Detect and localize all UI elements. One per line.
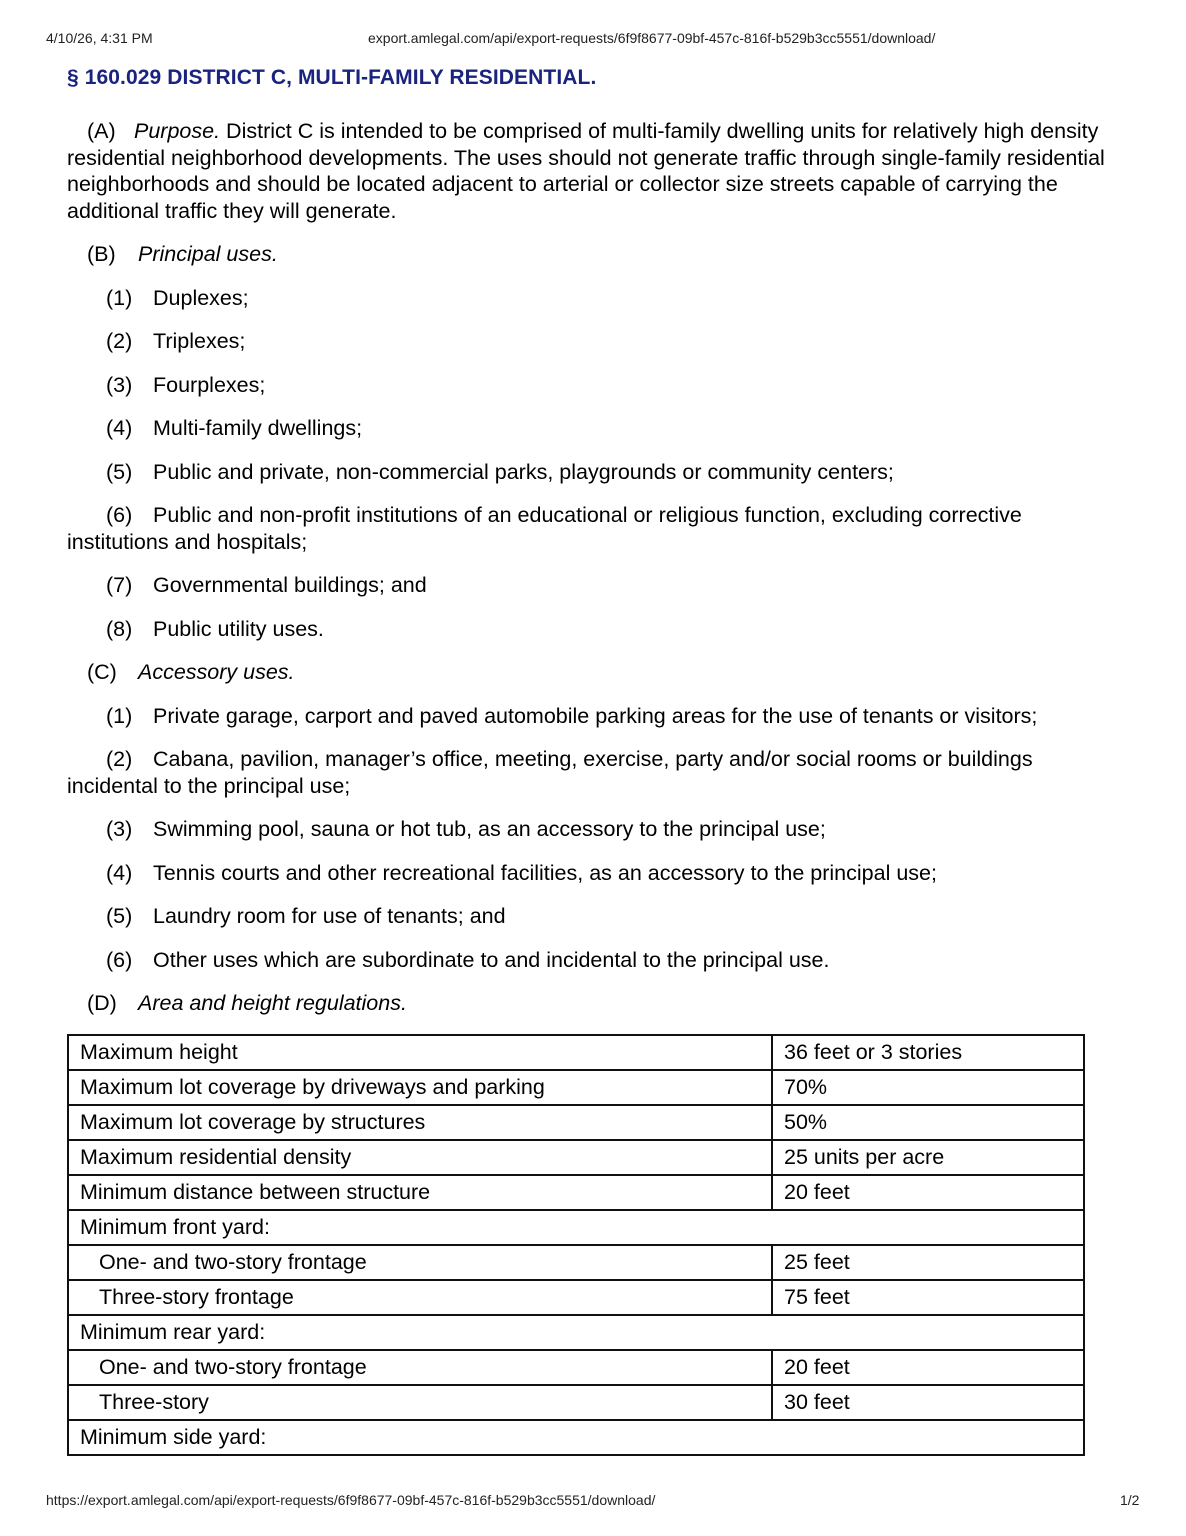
item-label: (4) (106, 860, 133, 885)
item-text: Multi-family dwellings; (153, 416, 363, 440)
item-label: (3) (106, 817, 133, 841)
table-cell-key: Maximum residential density (68, 1140, 772, 1175)
section-d-label: (D) (87, 991, 117, 1015)
table-row (68, 1245, 1084, 1280)
table-group-heading: Minimum side yard: (68, 1420, 1084, 1455)
item-text: Public and private, non-commercial parks, playgrounds or community centers; (153, 459, 894, 484)
table-cell-value: 75 feet (772, 1280, 1084, 1315)
table-cell-value: 50% (772, 1105, 1084, 1140)
table-cell-key: Maximum height (68, 1035, 772, 1070)
section-c-heading-line (67, 659, 1127, 686)
section-title: § 160.029 DISTRICT C, MULTI-FAMILY RESIDENTIAL. (67, 66, 597, 89)
page-number: 1/2 (1120, 1492, 1140, 1508)
section-c-heading: Accessory uses. (138, 660, 295, 684)
table-row (68, 1035, 1084, 1070)
principal-use-item (67, 502, 1127, 555)
item-label: (5) (106, 904, 133, 928)
table-row (68, 1350, 1084, 1385)
accessory-use-item (67, 816, 1127, 843)
item-label: (5) (106, 459, 133, 484)
principal-use-item (67, 616, 1127, 643)
item-text: Governmental buildings; and (153, 573, 427, 597)
table-cell-key: One- and two-story frontage (68, 1245, 772, 1280)
item-label: (3) (106, 372, 133, 397)
table-row (68, 1140, 1084, 1175)
principal-use-item (67, 572, 1127, 599)
accessory-use-item (67, 746, 1127, 799)
document-body (67, 66, 1127, 1456)
table-row (68, 1175, 1084, 1210)
table-group-heading: Minimum rear yard: (68, 1315, 1084, 1350)
table-row (68, 1385, 1084, 1420)
accessory-use-item (67, 703, 1127, 730)
accessory-use-item (67, 860, 1127, 887)
principal-use-item (67, 328, 1127, 355)
print-datetime: 4/10/26, 4:31 PM (46, 30, 153, 46)
table-row (68, 1105, 1084, 1140)
item-label: (8) (106, 616, 133, 641)
item-label: (4) (106, 416, 133, 440)
table-cell-key: Three-story (68, 1385, 772, 1420)
table-group-row (68, 1420, 1084, 1455)
item-label: (6) (106, 503, 133, 527)
principal-use-item (67, 285, 1127, 312)
item-label: (6) (106, 947, 133, 972)
section-b-heading-line (67, 241, 1127, 268)
section-a-heading: Purpose. (134, 119, 221, 143)
table-cell-value: 70% (772, 1070, 1084, 1105)
table-row (68, 1070, 1084, 1105)
table-row (68, 1280, 1084, 1315)
print-footer-url: https://export.amlegal.com/api/export-requests/6f9f8677-09bf-457c-816f-b529b3cc5551/download/ (46, 1492, 656, 1508)
principal-use-item (67, 372, 1127, 399)
item-label: (2) (106, 329, 133, 353)
item-text: Public utility uses. (153, 616, 324, 641)
item-label: (1) (106, 285, 133, 310)
print-footer (0, 1492, 1186, 1510)
accessory-use-item (67, 903, 1127, 930)
item-text: Fourplexes; (153, 372, 266, 397)
item-text: Triplexes; (153, 329, 246, 353)
table-cell-key: Maximum lot coverage by structures (68, 1105, 772, 1140)
item-text: Tennis courts and other recreational facilities, as an accessory to the principal use; (153, 860, 937, 885)
principal-use-item (67, 415, 1127, 442)
accessory-use-item (67, 947, 1127, 974)
print-header (0, 30, 1186, 48)
item-label: (1) (106, 703, 133, 728)
table-cell-value: 25 units per acre (772, 1140, 1084, 1175)
section-b-heading: Principal uses. (138, 242, 278, 266)
table-group-heading: Minimum front yard: (68, 1210, 1084, 1245)
table-cell-key: Three-story frontage (68, 1280, 772, 1315)
table-cell-key: Minimum distance between structure (68, 1175, 772, 1210)
table-cell-value: 20 feet (772, 1350, 1084, 1385)
principal-use-item (67, 459, 1127, 486)
table-cell-value: 36 feet or 3 stories (772, 1035, 1084, 1070)
item-text: Public and non-profit institutions of an educational or religious function, excluding corrective institutions and hospitals; (67, 503, 1022, 554)
item-text: Private garage, carport and paved automobile parking areas for the use of tenants or visitors; (153, 703, 1038, 728)
item-text: Other uses which are subordinate to and incidental to the principal use. (153, 947, 830, 972)
print-header-url: export.amlegal.com/api/export-requests/6f9f8677-09bf-457c-816f-b529b3cc5551/download/ (368, 30, 936, 46)
table-group-row (68, 1315, 1084, 1350)
section-d-heading: Area and height regulations. (138, 991, 407, 1015)
item-label: (7) (106, 573, 133, 597)
section-a-text: District C is intended to be comprised of multi-family dwelling units for relatively high density residential neighborhood developments. The uses should not generate traffic through single-family residential neighborhoods and should be located adjacent to arterial or collector size streets capable of carrying the additional traffic they will generate. (67, 119, 1105, 223)
section-b-label: (B) (87, 242, 116, 266)
table-cell-value: 25 feet (772, 1245, 1084, 1280)
item-text: Cabana, pavilion, manager’s office, meeting, exercise, party and/or social rooms or buildings incidental to the principal use; (67, 747, 1033, 798)
table-cell-value: 30 feet (772, 1385, 1084, 1420)
table-cell-key: One- and two-story frontage (68, 1350, 772, 1385)
table-cell-key: Maximum lot coverage by driveways and parking (68, 1070, 772, 1105)
area-height-regulations-table (67, 1034, 1085, 1456)
item-text: Laundry room for use of tenants; and (153, 904, 506, 928)
item-text: Duplexes; (153, 285, 249, 310)
item-label: (2) (106, 747, 133, 771)
table-cell-value: 20 feet (772, 1175, 1084, 1210)
section-d-heading-line (67, 990, 1127, 1017)
table-group-row (68, 1210, 1084, 1245)
section-c-label: (C) (87, 660, 117, 684)
section-a-purpose (67, 118, 1127, 224)
item-text: Swimming pool, sauna or hot tub, as an accessory to the principal use; (153, 817, 826, 841)
section-a-label: (A) (87, 119, 116, 143)
